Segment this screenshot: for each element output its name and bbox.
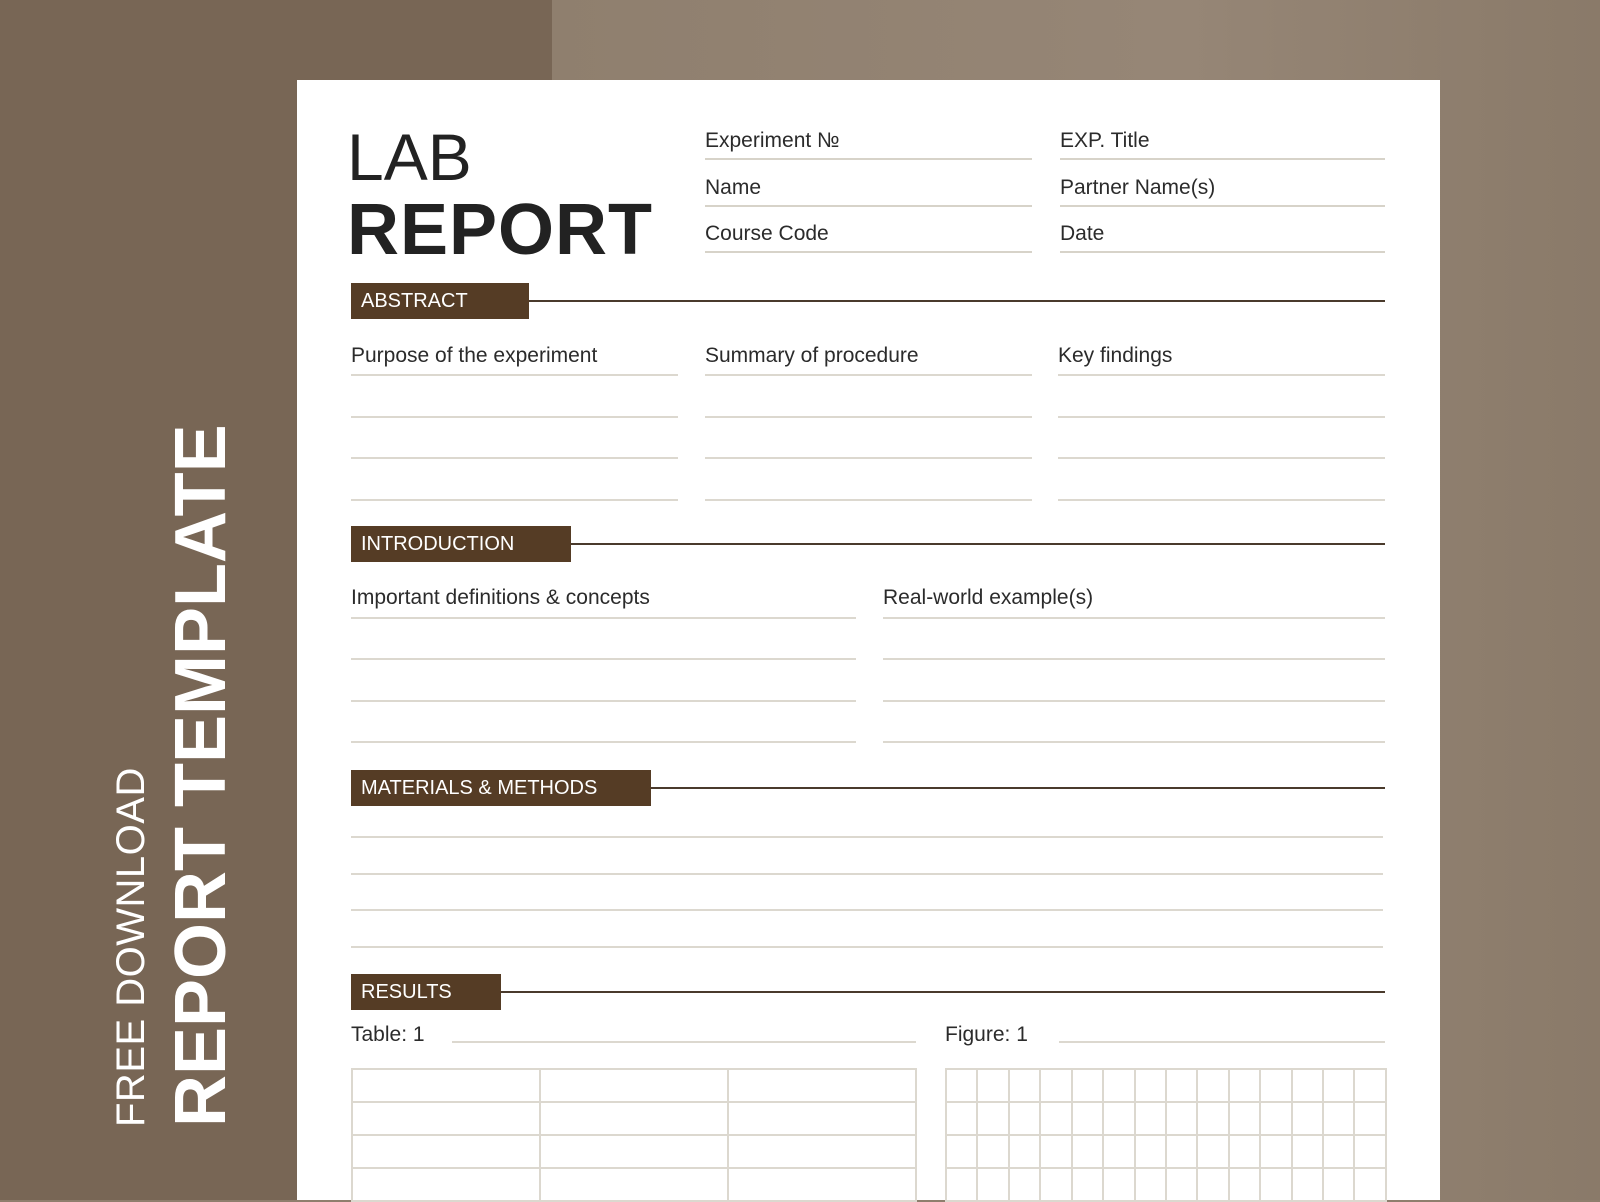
- report-page: [297, 80, 1440, 1200]
- date-label: Date: [1060, 222, 1105, 245]
- experiment-number-field[interactable]: [705, 122, 1032, 160]
- results-table-label: Table: 1: [351, 1023, 425, 1046]
- abstract-purpose-line-1[interactable]: [351, 374, 678, 376]
- results-divider: [353, 991, 1385, 993]
- results-table[interactable]: [351, 1068, 917, 1202]
- materials-line-2[interactable]: [351, 873, 1383, 875]
- abstract-purpose-label: Purpose of the experiment: [351, 344, 598, 367]
- results-figure-label: Figure: 1: [945, 1023, 1028, 1046]
- results-figure-caption-line[interactable]: [1059, 1041, 1385, 1043]
- abstract-findings-line-1[interactable]: [1058, 374, 1385, 376]
- introduction-definitions-line-3[interactable]: [351, 700, 856, 702]
- course-code-field[interactable]: [705, 215, 1032, 253]
- abstract-purpose-line-2[interactable]: [351, 416, 678, 418]
- results-figure-grid[interactable]: [945, 1068, 1387, 1202]
- title-line1: LAB: [347, 120, 472, 194]
- name-label: Name: [705, 176, 762, 199]
- introduction-examples-line-4[interactable]: [883, 741, 1385, 743]
- exp-title-label: EXP. Title: [1060, 129, 1150, 152]
- introduction-examples-line-2[interactable]: [883, 658, 1385, 660]
- introduction-definitions-line-2[interactable]: [351, 658, 856, 660]
- results-heading: RESULTS: [351, 974, 501, 1010]
- abstract-purpose-line-4[interactable]: [351, 499, 678, 501]
- materials-line-4[interactable]: [351, 946, 1383, 948]
- abstract-procedure-line-1[interactable]: [705, 374, 1032, 376]
- abstract-findings-label: Key findings: [1058, 344, 1173, 367]
- materials-heading: MATERIALS & METHODS: [351, 770, 651, 806]
- materials-line-1[interactable]: [351, 836, 1383, 838]
- course-code-label: Course Code: [705, 222, 829, 245]
- abstract-procedure-label: Summary of procedure: [705, 344, 919, 367]
- abstract-purpose-line-3[interactable]: [351, 457, 678, 459]
- abstract-procedure-line-2[interactable]: [705, 416, 1032, 418]
- introduction-examples-line-3[interactable]: [883, 700, 1385, 702]
- introduction-definitions-label: Important definitions & concepts: [351, 586, 650, 609]
- abstract-procedure-line-4[interactable]: [705, 499, 1032, 501]
- abstract-findings-line-4[interactable]: [1058, 499, 1385, 501]
- introduction-heading: INTRODUCTION: [351, 526, 571, 562]
- introduction-examples-line-1[interactable]: [883, 617, 1385, 619]
- introduction-definitions-line-4[interactable]: [351, 741, 856, 743]
- partner-names-field[interactable]: [1060, 169, 1385, 207]
- name-field[interactable]: [705, 169, 1032, 207]
- partner-names-label: Partner Name(s): [1060, 176, 1216, 199]
- experiment-number-label: Experiment №: [705, 129, 840, 152]
- abstract-findings-line-3[interactable]: [1058, 457, 1385, 459]
- exp-title-field[interactable]: [1060, 122, 1385, 160]
- results-table-caption-line[interactable]: [452, 1041, 916, 1043]
- abstract-heading: ABSTRACT: [351, 283, 529, 319]
- side-caption: [108, 424, 268, 1127]
- materials-line-3[interactable]: [351, 909, 1383, 911]
- abstract-procedure-line-3[interactable]: [705, 457, 1032, 459]
- introduction-examples-label: Real-world example(s): [883, 586, 1094, 609]
- side-caption-line1: FREE DOWNLOAD: [109, 767, 153, 1127]
- title-line2: REPORT: [347, 190, 654, 270]
- date-field[interactable]: [1060, 215, 1385, 253]
- side-caption-line2: REPORT TEMPLATE: [161, 424, 241, 1127]
- abstract-findings-line-2[interactable]: [1058, 416, 1385, 418]
- introduction-definitions-line-1[interactable]: [351, 617, 856, 619]
